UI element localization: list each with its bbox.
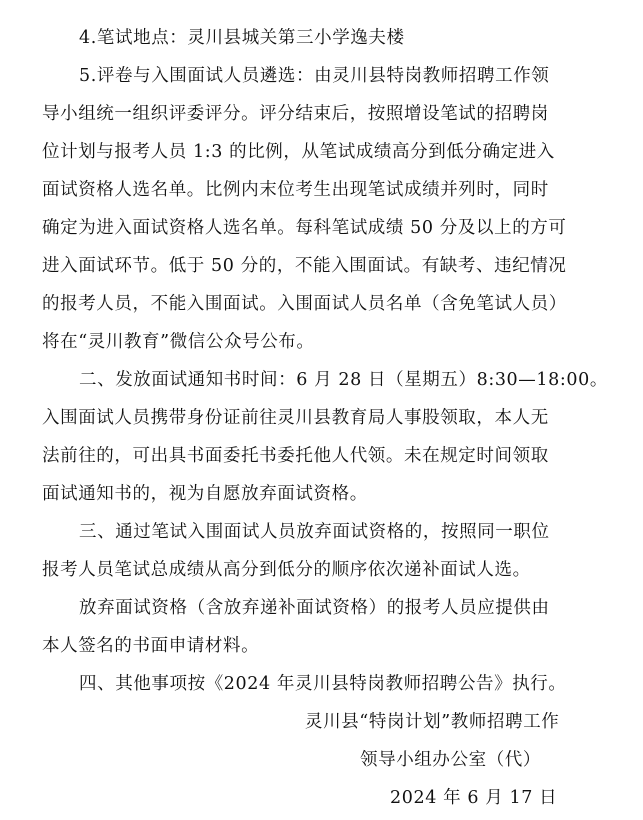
notice-time-line-3: 法前往的，可出具书面委托书委托他人代领。未在规定时间领取 — [42, 446, 549, 466]
selection-paragraph-line-5: 确定为进入面试资格人选名单。每科笔试成绩 50 分及以上的方可 — [42, 218, 567, 238]
materials-line-1: 放弃面试资格（含放弃递补面试资格）的报考人员应提供由 — [79, 598, 550, 618]
exam-location-line: 4.笔试地点：灵川县城关第三小学逸夫楼 — [79, 28, 405, 48]
signature-org-line-2: 领导小组办公室（代） — [360, 750, 541, 770]
selection-paragraph-line-3: 位计划与报考人员 1:3 的比例，从笔试成绩高分到低分确定进入 — [42, 142, 555, 162]
selection-paragraph-line-1: 5.评卷与入围面试人员遴选：由灵川县特岗教师招聘工作领 — [79, 66, 550, 86]
materials-line-2: 本人签名的书面申请材料。 — [42, 636, 260, 656]
selection-paragraph-line-7: 的报考人员，不能入围面试。入围面试人员名单（含免笔试人员） — [42, 294, 567, 314]
signature-org-line-1: 灵川县“特岗计划”教师招聘工作 — [305, 712, 560, 732]
abandon-line-1: 三、通过笔试入围面试人员放弃面试资格的，按照同一职位 — [79, 522, 550, 542]
selection-paragraph-line-4: 面试资格人选名单。比例内末位考生出现笔试成绩并列时，同时 — [42, 180, 549, 200]
selection-paragraph-line-8: 将在“灵川教育”微信公众号公布。 — [42, 332, 315, 352]
notice-time-line-1: 二、发放面试通知书时间：6 月 28 日（星期五）8:30—18:00。 — [79, 370, 608, 390]
selection-paragraph-line-2: 导小组统一组织评委评分。评分结束后，按照增设笔试的招聘岗 — [42, 104, 549, 124]
abandon-line-2: 报考人员笔试总成绩从高分到低分的顺序依次递补面试人选。 — [42, 560, 531, 580]
selection-paragraph-line-6: 进入面试环节。低于 50 分的，不能入围面试。有缺考、违纪情况 — [42, 256, 567, 276]
notice-time-line-2: 入围面试人员携带身份证前往灵川县教育局人事股领取，本人无 — [42, 408, 549, 428]
notice-time-line-4: 面试通知书的，视为自愿放弃面试资格。 — [42, 484, 368, 504]
other-matters-line: 四、其他事项按《2024 年灵川县特岗教师招聘公告》执行。 — [79, 674, 567, 694]
signature-date: 2024 年 6 月 17 日 — [390, 788, 558, 808]
